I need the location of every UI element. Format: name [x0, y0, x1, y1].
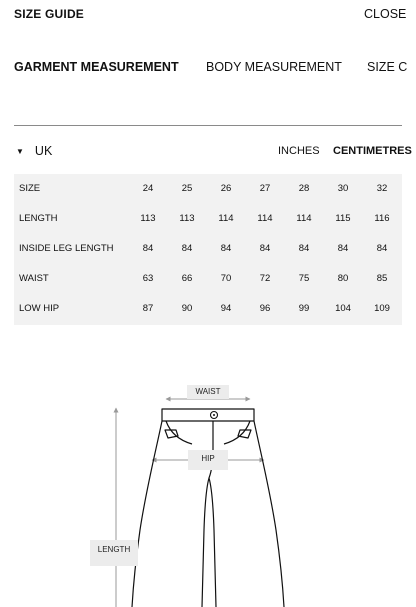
table-cell: 109 [374, 303, 390, 314]
table-cell: 116 [374, 213, 390, 224]
table-row [14, 294, 402, 324]
table-cell: 70 [220, 273, 232, 284]
waist-label: WAIST [187, 385, 229, 399]
table-cell: 90 [181, 303, 193, 314]
table-cell: 27 [259, 183, 271, 194]
region-dropdown[interactable] [16, 144, 52, 158]
table-cell: 87 [142, 303, 154, 314]
table-cell: 26 [220, 183, 232, 194]
table-cell: 96 [259, 303, 271, 314]
unit-centimetres-button[interactable]: CENTIMETRES [333, 145, 412, 157]
length-label: LENGTH [90, 540, 138, 566]
table-row [14, 264, 402, 294]
table-cell: 30 [337, 183, 349, 194]
row-label: SIZE [19, 183, 41, 194]
row-label: INSIDE LEG LENGTH [19, 243, 114, 254]
jeans-diagram-icon [0, 380, 416, 607]
table-cell: 115 [335, 213, 351, 224]
tab-garment-measurement[interactable]: GARMENT MEASUREMENT [14, 60, 179, 74]
table-cell: 84 [142, 243, 154, 254]
table-cell: 99 [298, 303, 310, 314]
table-cell: 75 [298, 273, 310, 284]
table-cell: 66 [181, 273, 193, 284]
table-cell: 80 [337, 273, 349, 284]
table-cell: 25 [181, 183, 193, 194]
unit-inches-button[interactable]: INCHES [278, 145, 320, 157]
measurement-tabs [0, 60, 416, 80]
unit-selector-row [0, 144, 416, 162]
table-cell: 113 [179, 213, 195, 224]
table-cell: 104 [335, 303, 351, 314]
table-row [14, 204, 402, 234]
header [0, 0, 416, 30]
table-cell: 72 [259, 273, 271, 284]
row-label: WAIST [19, 273, 49, 284]
table-cell: 84 [259, 243, 271, 254]
table-cell: 114 [218, 213, 234, 224]
table-cell: 84 [220, 243, 232, 254]
table-cell: 84 [376, 243, 388, 254]
table-cell: 94 [220, 303, 232, 314]
table-row [14, 174, 402, 204]
tab-size-conversion[interactable]: SIZE C [367, 60, 408, 74]
table-row [14, 234, 402, 264]
table-cell: 85 [376, 273, 388, 284]
table-cell: 114 [296, 213, 312, 224]
table-cell: 84 [181, 243, 193, 254]
jeans-outline [132, 409, 284, 607]
page-title: SIZE GUIDE [14, 7, 85, 21]
table-cell: 114 [257, 213, 273, 224]
hip-label: HIP [188, 450, 228, 470]
table-cell: 28 [298, 183, 310, 194]
size-table [14, 174, 402, 325]
table-cell: 32 [376, 183, 388, 194]
close-button[interactable]: CLOSE [364, 7, 407, 21]
table-cell: 63 [142, 273, 154, 284]
tab-body-measurement[interactable]: BODY MEASUREMENT [206, 60, 342, 74]
table-cell: 113 [140, 213, 156, 224]
section-divider [14, 125, 402, 126]
region-label: UK [34, 144, 53, 158]
table-cell: 24 [142, 183, 154, 194]
table-cell: 84 [298, 243, 310, 254]
row-label: LOW HIP [19, 303, 60, 314]
row-label: LENGTH [19, 213, 58, 224]
caret-down-icon: ▼ [16, 146, 24, 156]
table-cell: 84 [337, 243, 349, 254]
